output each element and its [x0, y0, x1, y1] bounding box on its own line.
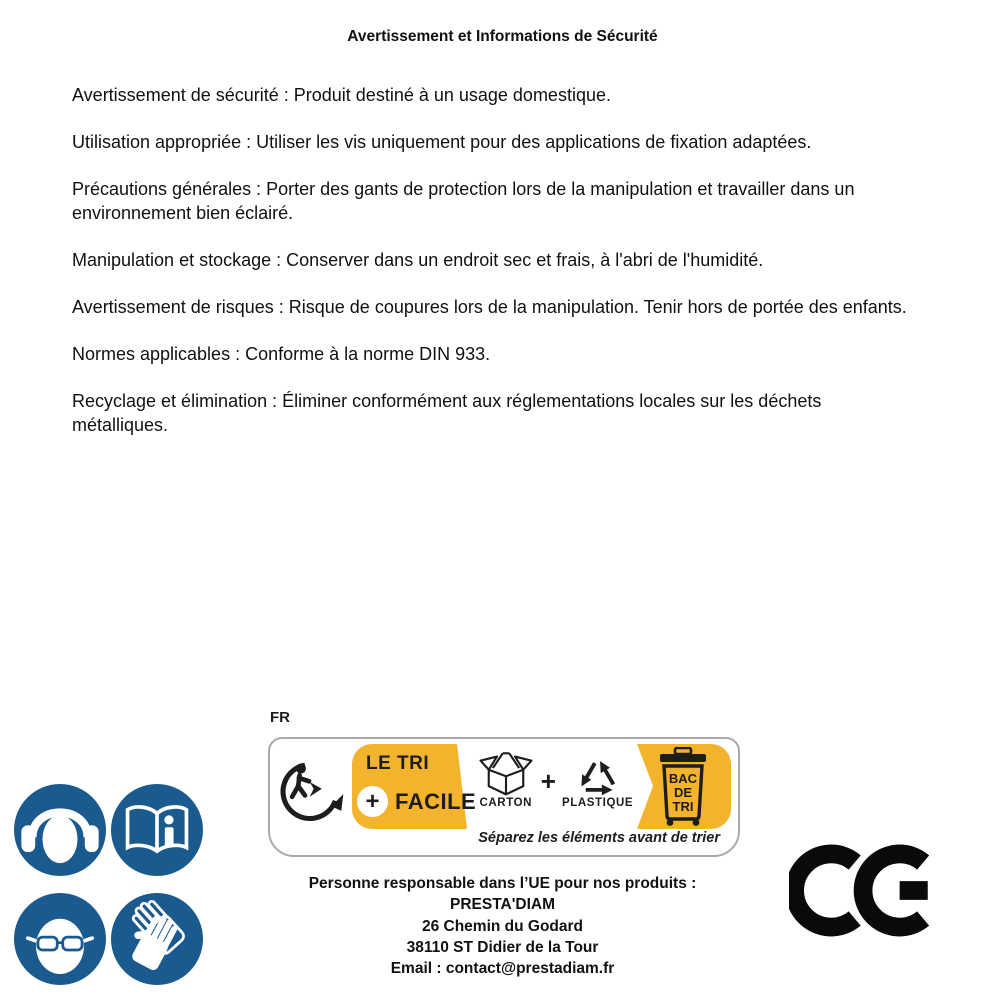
tri-tagline: Séparez les éléments avant de trier: [478, 830, 720, 846]
plus-separator: +: [540, 766, 556, 796]
tri-headline-row: [357, 786, 476, 817]
wear-eye-protection-icon: [14, 893, 106, 985]
cardboard-box-icon: [477, 750, 535, 796]
wear-protective-gloves-icon: [111, 893, 203, 985]
responsible-block: [250, 873, 755, 979]
tri-country-code: FR: [270, 709, 290, 726]
responsible-street: 26 Chemin du Godard: [421, 917, 584, 935]
bin-label-line: TRI: [672, 799, 694, 814]
mandatory-icons-grid: [14, 784, 203, 985]
recycling-symbol-icon: [573, 750, 623, 796]
materials-row: [464, 750, 646, 809]
safety-paragraph: Recyclage et élimination : Éliminer conformément aux réglementations locales sur les déchets métalliques.: [72, 391, 822, 435]
plus-icon: +: [357, 786, 388, 817]
triman-icon: [276, 747, 346, 825]
safety-paragraph: Précautions générales : Porter des gants de protection lors de la manipulation et travailler dans un environnement bien éclairé.: [72, 179, 855, 223]
material-label: CARTON: [479, 797, 533, 809]
bin-label-line: BAC: [668, 771, 698, 786]
read-instruction-manual-icon: [111, 784, 203, 876]
safety-paragraph: Normes applicables : Conforme à la norme DIN 933.: [72, 344, 491, 364]
bin-label-line: DE: [673, 785, 693, 800]
tri-yellow-band: [352, 744, 731, 829]
safety-paragraph: Avertissement de risques : Risque de coupures lors de la manipulation. Tenir hors de portée des enfants.: [72, 297, 907, 317]
responsible-city: 38110 ST Didier de la Tour: [406, 938, 599, 956]
material-plastique: [562, 750, 633, 809]
wear-ear-protection-icon: [14, 784, 106, 876]
responsible-line: Personne responsable dans l’UE pour nos produits :: [308, 875, 697, 892]
tri-headline-line1: LE TRI: [366, 753, 430, 774]
sorting-bin-icon: [655, 747, 711, 826]
material-carton: [477, 750, 535, 809]
responsible-company: PRESTA'DIAM: [449, 896, 555, 914]
safety-paragraph: Utilisation appropriée : Utiliser les vis uniquement pour des applications de fixation adaptées.: [72, 132, 812, 152]
responsible-email: Email : contact@prestadiam.fr: [390, 960, 615, 978]
tri-facile-label: [268, 737, 740, 857]
tri-headline-line2: FACILE: [395, 788, 477, 814]
material-label: PLASTIQUE: [561, 797, 634, 809]
page-title: Avertissement et Informations de Sécurité: [347, 28, 658, 45]
safety-paragraph: Manipulation et stockage : Conserver dans un endroit sec et frais, à l'abri de l'humidité.: [72, 250, 764, 270]
ce-marking-icon: [789, 842, 939, 939]
safety-paragraphs: [72, 83, 912, 460]
safety-paragraph: Avertissement de sécurité : Produit destiné à un usage domestique.: [72, 85, 611, 105]
